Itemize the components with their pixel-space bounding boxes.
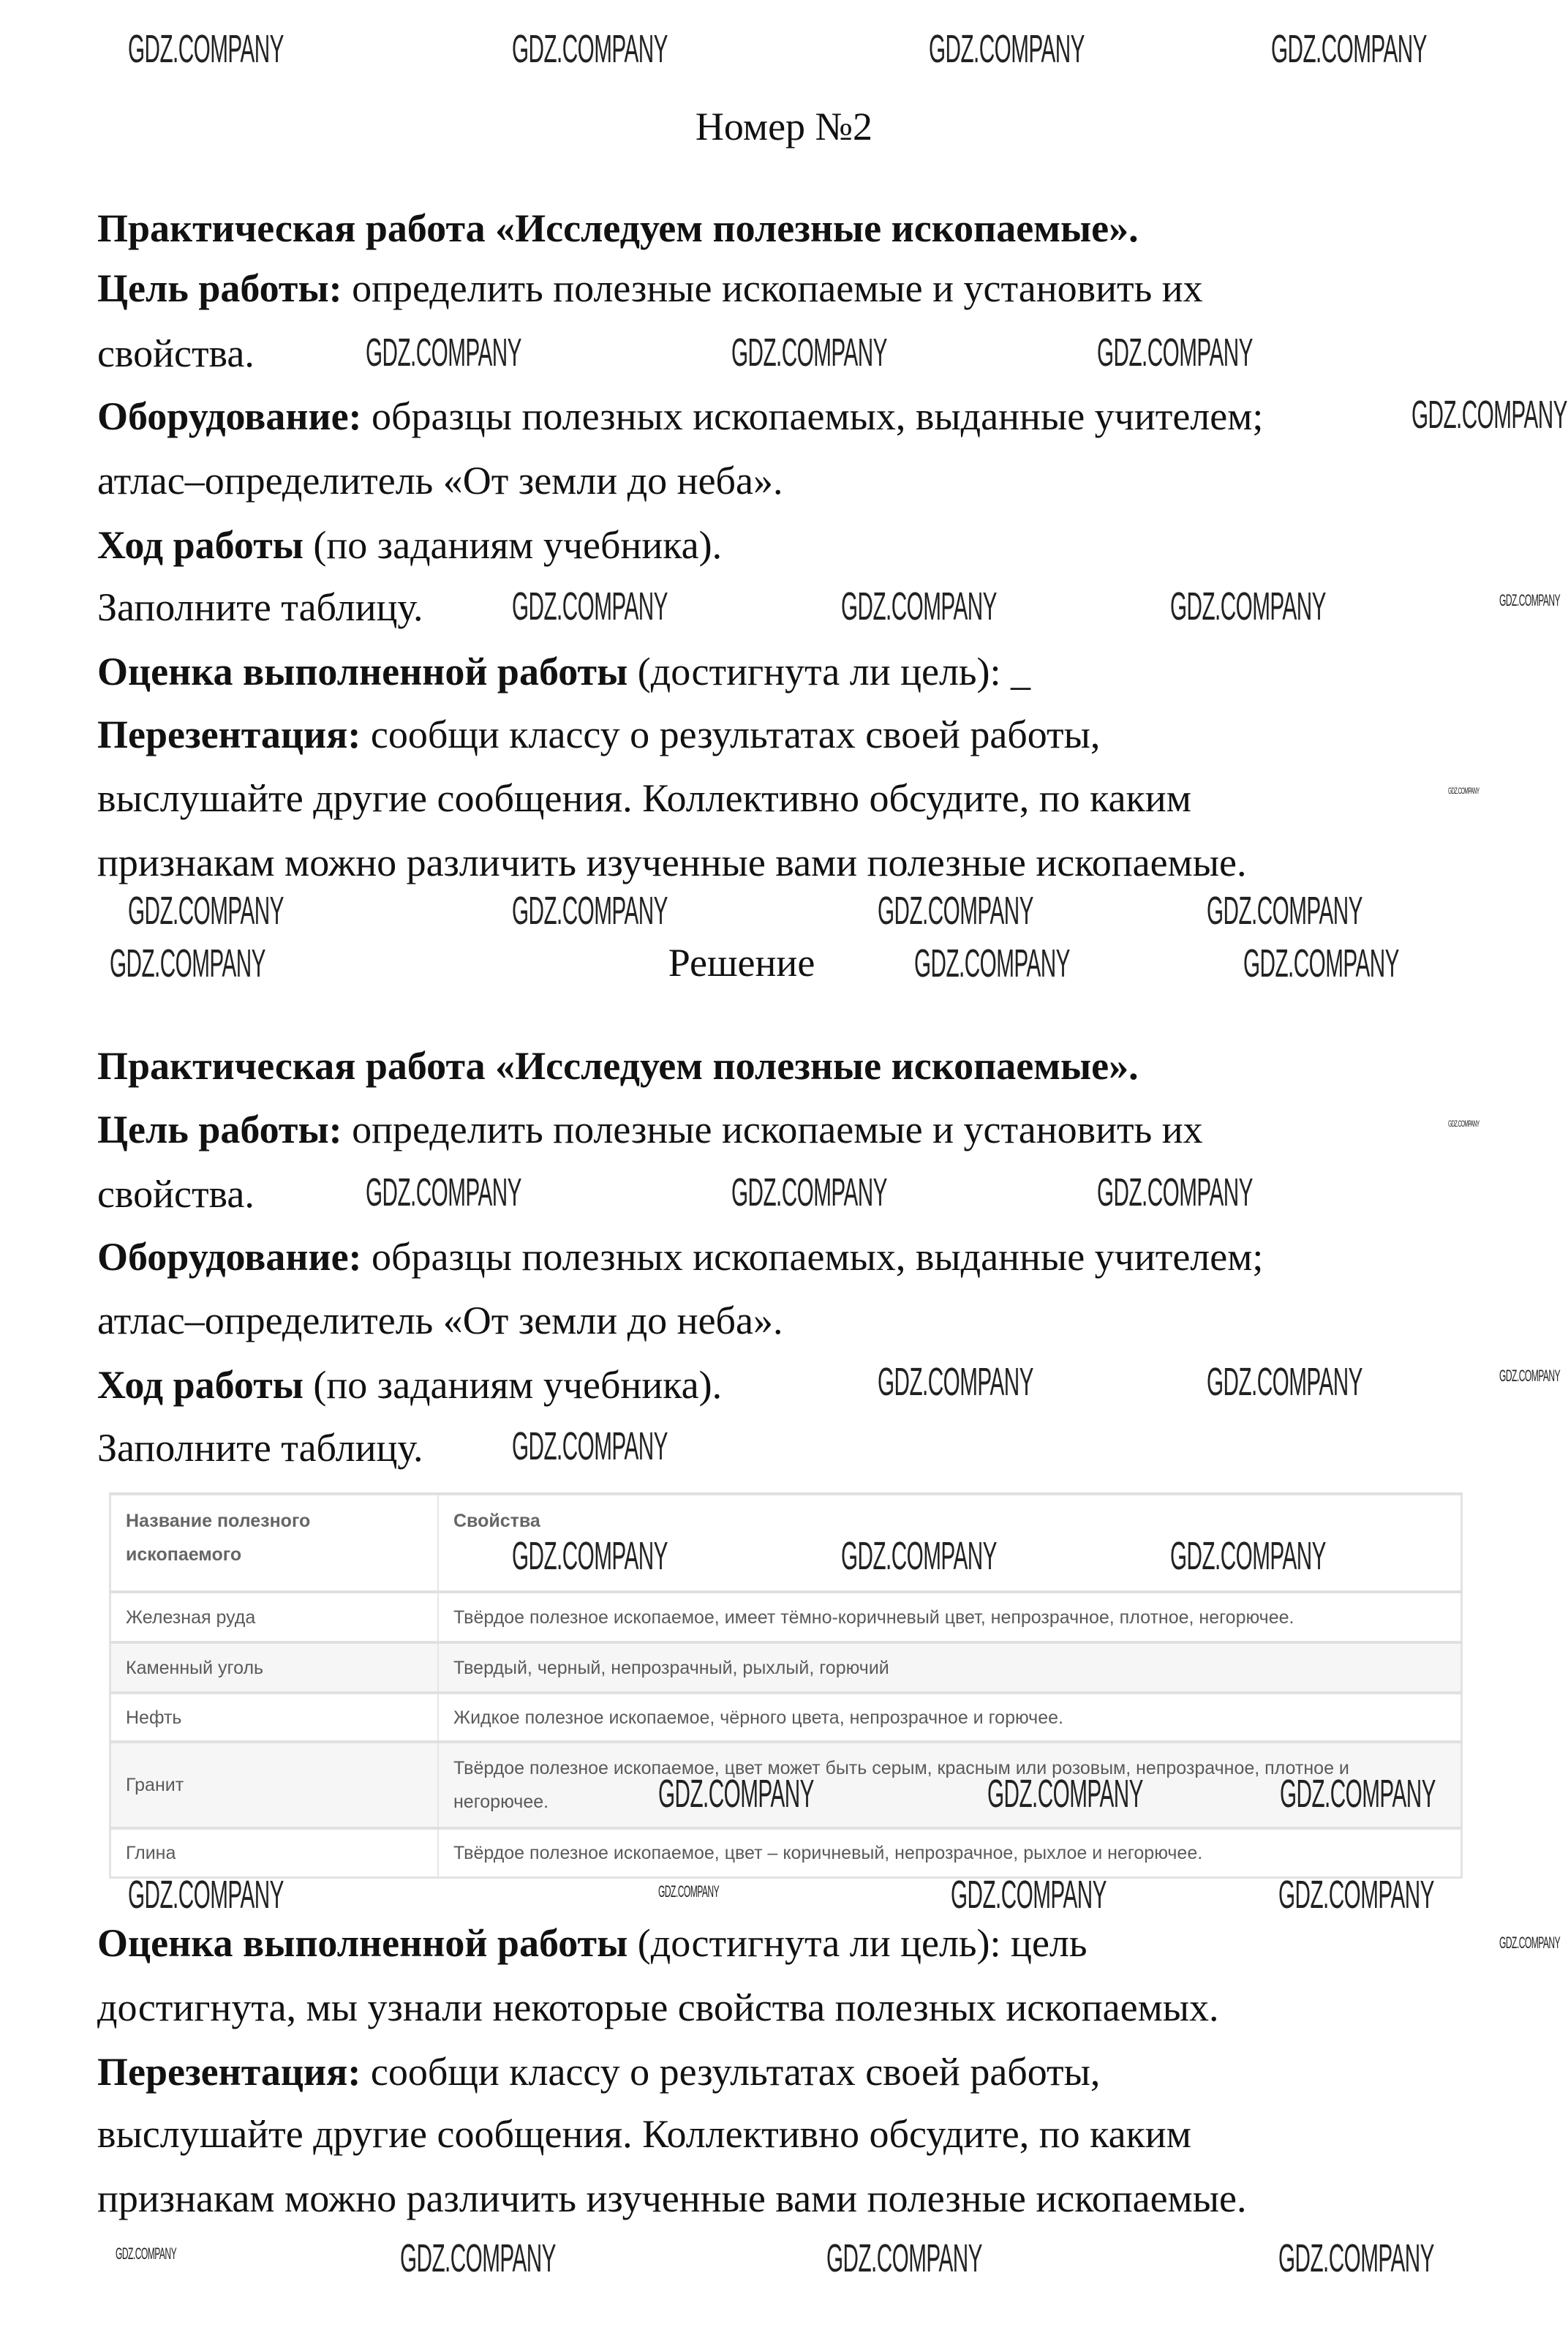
solution-presentation-line-3: признакам можно различить изученные вами полезные ископаемые. [97, 2176, 1247, 2220]
mineral-name: Нефть [110, 1693, 439, 1742]
watermark: GDZ.COMPANY [1271, 27, 1427, 71]
watermark: GDZ.COMPANY [1170, 585, 1326, 628]
solution-heading: Решение [668, 941, 815, 985]
solution-task-title: Практическая работа «Исследуем полезные ископаемые». [97, 1044, 1139, 1088]
watermark: GDZ.COMPANY [128, 889, 284, 933]
watermark: GDZ.COMPANY [512, 1534, 668, 1578]
solution-equipment-line: Оборудование: образцы полезных ископаемых, выданные учителем; [97, 1235, 1264, 1279]
watermark: GDZ.COMPANY [826, 2236, 982, 2280]
watermark: GDZ.COMPANY [1499, 1367, 1561, 1385]
watermark: GDZ.COMPANY [1243, 942, 1399, 985]
watermark: GDZ.COMPANY [512, 1424, 668, 1468]
watermark: GDZ.COMPANY [116, 2244, 177, 2263]
watermark: GDZ.COMPANY [1170, 1534, 1326, 1578]
watermark: GDZ.COMPANY [878, 889, 1033, 933]
watermark: GDZ.COMPANY [512, 585, 668, 628]
table-row [110, 1592, 1462, 1642]
watermark: GDZ.COMPANY [914, 942, 1070, 985]
watermark: GDZ.COMPANY [731, 1170, 887, 1214]
mineral-properties: Жидкое полезное ископаемое, чёрного цвета, непрозрачное и горючее. [438, 1693, 1462, 1742]
mineral-name: Железная руда [110, 1592, 439, 1642]
page-number-title: Номер №2 [695, 105, 873, 149]
watermark: GDZ.COMPANY [1280, 1772, 1436, 1816]
watermark: GDZ.COMPANY [1278, 1873, 1434, 1917]
goal-line: Цель работы: определить полезные ископаемые и установить их [97, 266, 1203, 310]
watermark: GDZ.COMPANY [987, 1772, 1143, 1816]
header-properties: Свойства [438, 1494, 1462, 1592]
solution-evaluation-line: Оценка выполненной работы (достигнута ли цель): цель [97, 1921, 1088, 1965]
watermark: GDZ.COMPANY [366, 331, 521, 375]
equipment-line: Оборудование: образцы полезных ископаемых, выданные учителем; [97, 394, 1264, 438]
presentation-line-3: признакам можно различить изученные вами полезные ископаемые. [97, 841, 1247, 884]
watermark: GDZ.COMPANY [1207, 1360, 1362, 1404]
watermark: GDZ.COMPANY [366, 1170, 521, 1214]
watermark: GDZ.COMPANY [1499, 591, 1561, 609]
solution-evaluation-line-2: достигнута, мы узнали некоторые свойства полезных ископаемых. [97, 1985, 1219, 2029]
watermark: GDZ.COMPANY [512, 27, 668, 71]
mineral-properties: Твёрдое полезное ископаемое, цвет – коричневый, непрозрачное, рыхлое и негорючее. [438, 1828, 1462, 1877]
mineral-name: Глина [110, 1828, 439, 1877]
watermark: GDZ.COMPANY [731, 331, 887, 375]
watermark: GDZ.COMPANY [1097, 331, 1253, 375]
mineral-properties: Твёрдое полезное ископаемое, имеет тёмно-коричневый цвет, непрозрачное, плотное, негорючее. [438, 1592, 1462, 1642]
presentation-line: Перезентация: сообщи классу о результатах своей работы, [97, 713, 1101, 756]
solution-presentation-line: Перезентация: сообщи классу о результатах своей работы, [97, 2050, 1101, 2094]
watermark: GDZ.COMPANY [1448, 786, 1480, 796]
watermark: GDZ.COMPANY [658, 1882, 720, 1901]
table-row [110, 1642, 1462, 1693]
watermark: GDZ.COMPANY [658, 1772, 814, 1816]
watermark: GDZ.COMPANY [400, 2236, 556, 2280]
solution-fill-table-line: Заполните таблицу. [97, 1426, 423, 1470]
watermark: GDZ.COMPANY [951, 1873, 1107, 1917]
watermark: GDZ.COMPANY [841, 585, 997, 628]
solution-presentation-line-2: выслушайте другие сообщения. Коллективно обсудите, по каким [97, 2112, 1191, 2156]
mineral-properties: Твердый, черный, непрозрачный, рыхлый, горючий [438, 1642, 1462, 1693]
watermark: GDZ.COMPANY [1278, 2236, 1434, 2280]
task-title: Практическая работа «Исследуем полезные ископаемые». [97, 206, 1139, 250]
solution-equipment-line-2: атлас–определитель «От земли до неба». [97, 1299, 783, 1342]
header-mineral-name: Название полезного ископаемого [110, 1494, 439, 1592]
mineral-properties: Твёрдое полезное ископаемое, цвет может быть серым, красным или розовым, непрозрачное, плотное и негорючее. [438, 1742, 1462, 1828]
table-row [110, 1693, 1462, 1742]
equipment-line-2: атлас–определитель «От земли до неба». [97, 459, 783, 503]
watermark: GDZ.COMPANY [841, 1534, 997, 1578]
watermark: GDZ.COMPANY [1097, 1170, 1253, 1214]
solution-goal-line-2: свойства. [97, 1172, 255, 1216]
watermark: GDZ.COMPANY [878, 1360, 1033, 1404]
watermark: GDZ.COMPANY [128, 1873, 284, 1917]
progress-line: Ход работы (по заданиям учебника). [97, 523, 723, 567]
fill-table-line: Заполните таблицу. [97, 585, 423, 629]
watermark: GDZ.COMPANY [929, 27, 1085, 71]
goal-line-2: свойства. [97, 331, 255, 375]
watermark: GDZ.COMPANY [512, 889, 668, 933]
evaluation-line: Оценка выполненной работы (достигнута ли цель): _ [97, 650, 1031, 694]
solution-progress-line: Ход работы (по заданиям учебника). [97, 1363, 723, 1407]
watermark: GDZ.COMPANY [1411, 393, 1567, 437]
mineral-name: Гранит [110, 1742, 439, 1828]
watermark: GDZ.COMPANY [110, 942, 265, 985]
watermark: GDZ.COMPANY [1448, 1119, 1480, 1129]
watermark: GDZ.COMPANY [1499, 1934, 1561, 1952]
table-row [110, 1828, 1462, 1877]
solution-goal-line: Цель работы: определить полезные ископаемые и установить их [97, 1108, 1203, 1151]
watermark: GDZ.COMPANY [1207, 889, 1362, 933]
watermark: GDZ.COMPANY [128, 27, 284, 71]
presentation-line-2: выслушайте другие сообщения. Коллективно обсудите, по каким [97, 776, 1191, 820]
mineral-name: Каменный уголь [110, 1642, 439, 1693]
